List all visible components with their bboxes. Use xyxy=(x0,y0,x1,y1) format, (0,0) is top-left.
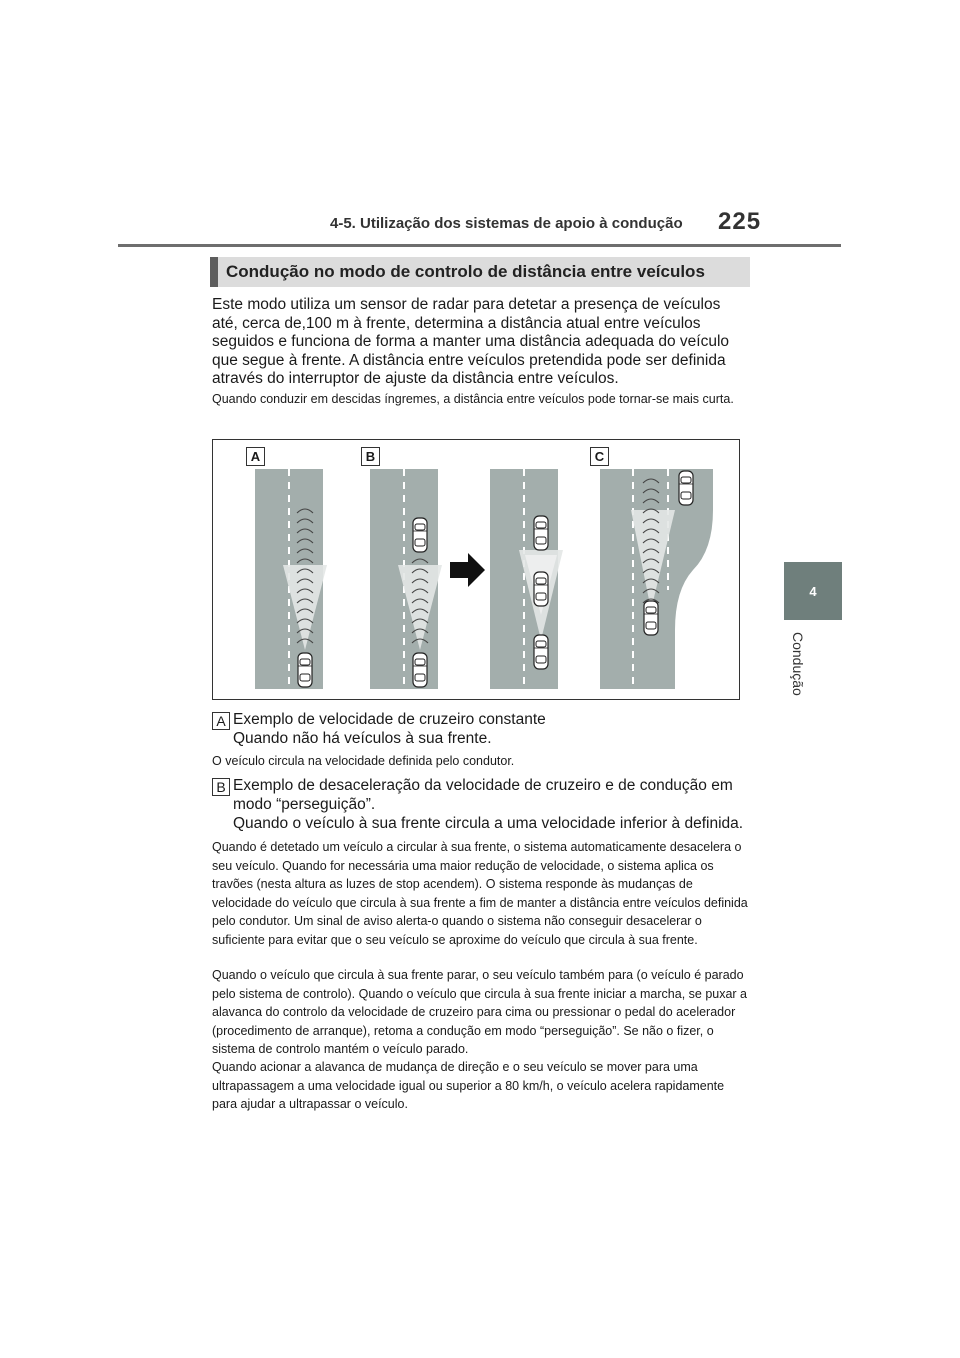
item-b-note-2: Quando o veículo que circula à sua frente parar, o seu veículo também para (o veículo é parado pelo sistema de controlo). Quando o veículo que circula à sua frente iniciar a marcha, se puxar a alavanca do controlo da velocidade de cruzeiro para cima ou pressionar o pedal do acelerador (procedimento de arranque), retoma a condução em modo “perseguição”. Se não o fizer, o sistema de controlo mantém o veículo parado. xyxy=(212,968,748,1056)
section-heading-text: Condução no modo de controlo de distância entre veículos xyxy=(226,262,705,281)
item-a-note: O veículo circula na velocidade definida pelo condutor. xyxy=(212,754,515,768)
intro-note: Quando conduzir em descidas íngremes, a distância entre veículos pode tornar-se mais curta. xyxy=(212,392,734,406)
panel-b2-road xyxy=(490,469,563,689)
section-heading xyxy=(210,257,750,287)
figure-svg xyxy=(213,440,739,699)
panel-c-road xyxy=(600,469,713,689)
chapter-tab xyxy=(784,562,842,620)
item-b-title-line1: Exemplo de desaceleração da velocidade de cruzeiro e de condução em modo “perseguição”. xyxy=(233,777,733,813)
intro-paragraph: Este modo utiliza um sensor de radar para detetar a presença de veículos até, cerca de,100 m à frente, determina a distância atual entre veículos seguidos e funciona de forma a manter uma distância adequada do veículo que segue à frente. A distância entre veículos pretendida pode ser definida através do interruptor de ajuste da distância entre veículos. xyxy=(212,296,730,387)
figure-label-a: A xyxy=(246,447,265,466)
panel-b-road xyxy=(370,469,442,689)
item-a-title-line2: Quando não há veículos à sua frente. xyxy=(233,730,492,747)
item-b-title xyxy=(233,776,753,833)
chapter-number: 4 xyxy=(809,583,817,599)
panel-a-road xyxy=(255,469,327,689)
page-number: 225 xyxy=(718,208,762,235)
figure-label-c: C xyxy=(590,447,609,466)
item-b-title-line2: Quando o veículo à sua frente circula a uma velocidade inferior à definida. xyxy=(233,815,744,832)
chapter-label: Condução xyxy=(790,632,806,696)
figure-illustration xyxy=(212,439,740,700)
item-b-note-3: Quando acionar a alavanca de mudança de direção e o seu veículo se mover para uma ultrapassagem a uma velocidade igual ou superior a 80 km/h, o veículo acelera rapidamente para ajudar a ultrapassar o veículo. xyxy=(212,1060,725,1111)
item-a-title xyxy=(233,710,753,748)
arrow-icon xyxy=(450,553,485,587)
item-a-title-line1: Exemplo de velocidade de cruzeiro constante xyxy=(233,711,546,728)
figure-label-b: B xyxy=(361,447,380,466)
item-b-note-1: Quando é detetado um veículo a circular à sua frente, o sistema automaticamente desacelera o seu veículo. Quando for necessária uma maior redução de velocidade, o sistema aplica os travões (nesta altura as luzes de stop acendem). O sistema responde às mudanças de velocidade do veículo que circula à sua frente a fim de manter a distância entre veículos definida pelo condutor. Um sinal de aviso alerta-o quando o sistema não conseguir desacelerar o suficiente para evitar que o seu veículo se aproxime do veículo que circula à sua frente. xyxy=(212,840,748,947)
item-a-label: A xyxy=(212,712,230,730)
item-b-label: B xyxy=(212,778,230,796)
header-rule xyxy=(118,244,841,247)
section-title: 4-5. Utilização dos sistemas de apoio à condução xyxy=(330,215,683,232)
